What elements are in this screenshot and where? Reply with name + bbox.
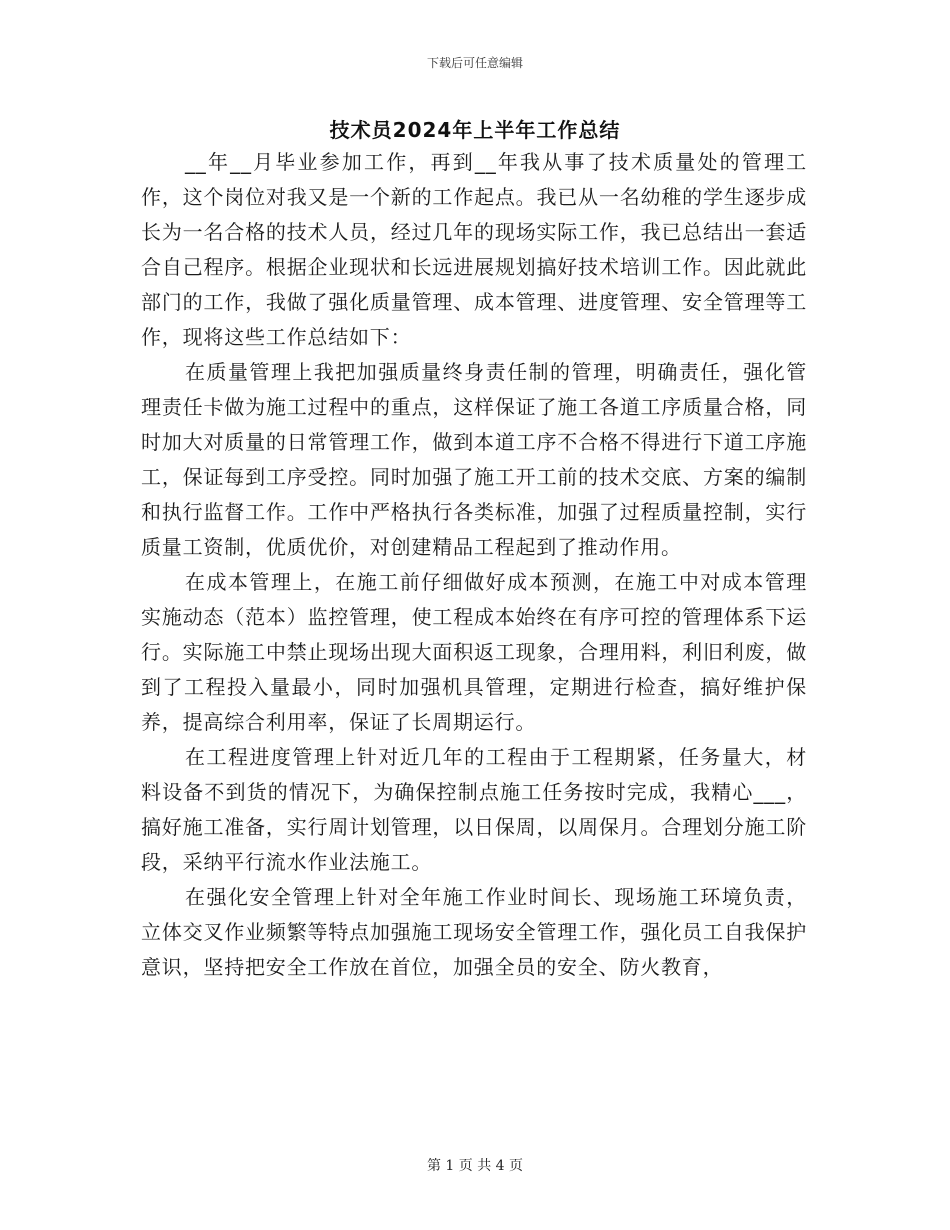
paragraph-quality: 在质量管理上我把加强质量终身责任制的管理，明确责任，强化管理责任卡做为施工过程中的重点，这样保证了施工各道工序质量合格，同时加大对质量的日常管理工作，做到本道工序不合格不得进行下道工序施工，保证每到工序受控。同时加强了施工开工前的技术交底、方案的编制和执行监督工作。工作中严格执行各类标准，加强了过程质量控制，实行质量工资制，优质优价，对创建精品工程起到了推动作用。 <box>141 360 807 559</box>
document-title: 技术员2024年上半年工作总结 <box>329 118 621 142</box>
paragraph-cost: 在成本管理上，在施工前仔细做好成本预测，在施工中对成本管理实施动态（范本）监控管理，使工程成本始终在有序可控的管理体系下运行。实际施工中禁止现场出现大面积返工现象，合理用料，利旧利废，做到了工程投入量最小，同时加强机具管理，定期进行检查，搞好维护保养，提高综合利用率，保证了长周期运行。 <box>141 570 807 734</box>
paragraph-progress: 在工程进度管理上针对近几年的工程由于工程期紧，任务量大，材料设备不到货的情况下，为确保控制点施工任务按时完成，我精心___，搞好施工准备，实行周计划管理，以日保周，以周保月。合理划分施工阶段，采纳平行流水作业法施工。 <box>141 745 807 874</box>
paragraph-intro: __年__月毕业参加工作，再到__年我从事了技术质量处的管理工作，这个岗位对我又是一个新的工作起点。我已从一名幼稚的学生逐步成长为一名合格的技术人员，经过几年的现场实际工作，我已总结出一套适合自己程序。根据企业现状和长远进展规划搞好技术培训工作。因此就此部门的工作，我做了强化质量管理、成本管理、进度管理、安全管理等工作，现将这些工作总结如下： <box>141 150 807 349</box>
header-note: 下载后可任意编辑 <box>426 56 523 70</box>
paragraph-safety: 在强化安全管理上针对全年施工作业时间长、现场施工环境负责，立体交叉作业频繁等特点加强施工现场安全管理工作，强化员工自我保护意识，坚持把安全工作放在首位，加强全员的安全、防火教育， <box>141 885 807 979</box>
page-footer: 第 1 页 共 4 页 <box>426 1158 524 1174</box>
document-body <box>141 145 807 985</box>
